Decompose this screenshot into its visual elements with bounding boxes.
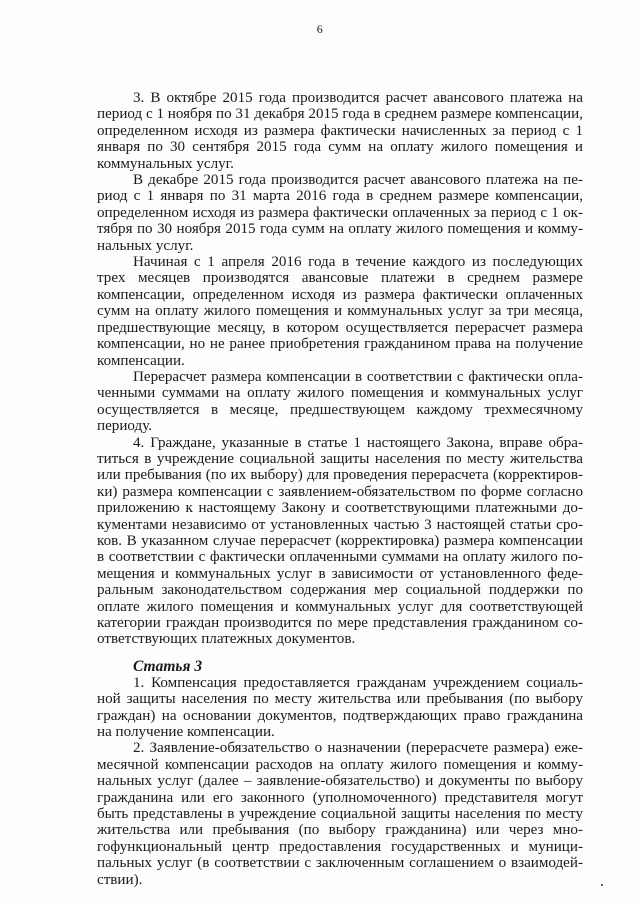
paragraph-4-citizens: 4. Граждане, указанные в статье 1 настоящего Закона, вправе обратиться в учреждение социальной защиты населения по месту жительства или пребывания (по их выбору) для проведения перерасчета (корректировки) размера компенсации с заявлением-обязательством по форме согласно приложению к настоящему Закону и соответствующими платежными документами независимо от установленных частью 3 настоящей статьи сроков. В указанном случае перерасчет (корректировка) размера компенсации в соответствии с фактически оплаченными суммами на оплату жилого помещения и коммунальных услуг в зависимости от установленного федеральным законодательством содержания мер социальной поддержки по оплате жилого помещения и коммунальных услуг для соответствующей категории граждан производится по мере представления гражданином соответствующих платежных документов. <box>97 434 583 648</box>
paragraph-december: В декабре 2015 года производится расчет авансового платежа на период с 1 января по 31 марта 2016 года в среднем размере компенсации, определенном исходя из размера фактически оплаченных за период с 1 октября по 30 ноября 2015 года сумм на оплату жилого помещения и коммунальных услуг. <box>97 172 583 254</box>
paragraph-3-october: 3. В октябре 2015 года производится расчет авансового платежа на период с 1 ноября по 31 декабря 2015 года в среднем размере компенсации, определенном исходя из размера фактически начисленных за период с 1 января по 30 сентября 2015 года сумм на оплату жилого помещения и коммунальных услуг. <box>97 90 583 172</box>
paragraph-recalculation: Перерасчет размера компенсации в соответствии с фактически оплаченными суммами на оплату жилого помещения и коммунальных услуг осуществляется в месяце, предшествующем каждому трехмесячному периоду. <box>97 368 583 435</box>
document-body <box>97 90 583 888</box>
page-number: 6 <box>316 22 324 36</box>
paragraph-article3-1: 1. Компенсация предоставляется гражданам учреждением социальной защиты населения по месту жительства или пребывания (по выбору граждан) на основании документов, подтверждающих право гражданина на получение компенсации. <box>97 674 583 741</box>
paragraph-april: Начиная с 1 апреля 2016 года в течение каждого из последующих трех месяцев производятся авансовые платежи в среднем размере компенсации, определенном исходя из размера фактически оплаченных сумм на оплату жилого помещения и коммунальных услуг за три месяца, предшествующие месяцу, в котором осуществляется перерасчет размера компенсации, но не ранее приобретения гражданином права на получение компенсации. <box>97 254 583 369</box>
scan-speck <box>601 884 603 886</box>
article-heading: Статья 3 <box>133 657 203 675</box>
paragraph-article3-2: 2. Заявление-обязательство о назначении (перерасчете размера) ежемесячной компенсации расходов на оплату жилого помещения и коммунальных услуг (далее – заявление-обязательство) и документы по выбору гражданина или его законного (уполномоченного) представителя могут быть представлены в учреждение социальной защиты населения по месту жительства или пребывания (по выбору гражданина) или через многофункциональный центр предоставления государственных и муниципальных услуг (в соответствии с заключенным соглашением о взаимодействии). <box>97 740 583 888</box>
